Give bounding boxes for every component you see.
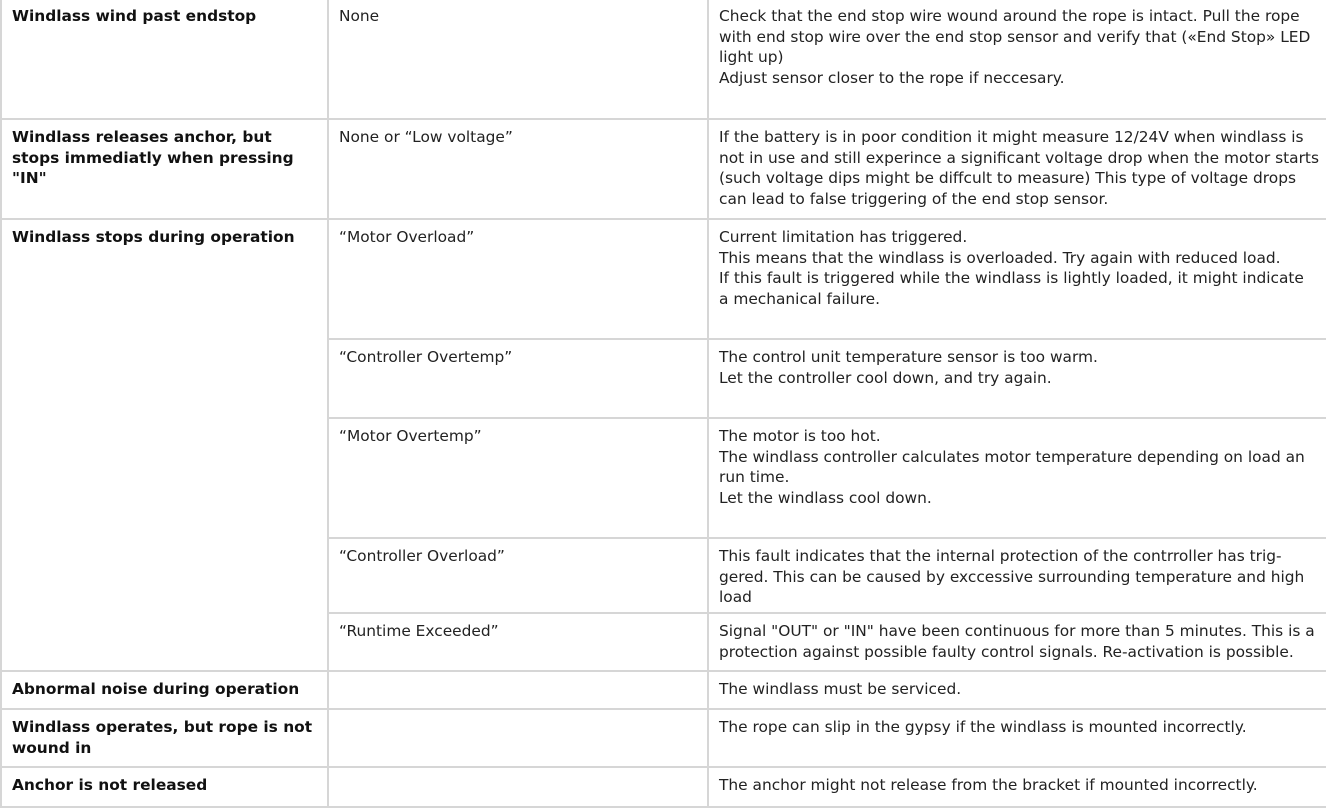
message-cell: “Controller Overload” <box>328 538 708 613</box>
action-line: This fault indicates that the internal protection of the contrroller has trig- <box>719 547 1282 565</box>
action-line: can lead to false triggering of the end stop sensor. <box>719 190 1109 209</box>
table-row <box>1 119 1326 219</box>
symptom-cell: Windlass stops during operation <box>1 219 328 671</box>
message-cell: “Motor Overload” <box>328 219 708 339</box>
message-cell <box>328 767 708 807</box>
action-line: If this fault is triggered while the windlass is lightly loaded, it might indicate <box>719 269 1304 288</box>
message-cell: None <box>328 0 708 119</box>
table-row <box>1 0 1326 119</box>
action-cell <box>708 0 1326 119</box>
action-line: Let the windlass cool down. <box>719 489 932 508</box>
message-cell: “Runtime Exceeded” <box>328 613 708 671</box>
action-cell <box>708 709 1326 767</box>
action-line: Signal "OUT" or "IN" have been continuous for more than 5 minutes. This is a <box>719 622 1315 640</box>
action-line: This means that the windlass is overloaded. Try again with reduced load. <box>719 248 1281 267</box>
symptom-cell: Windlass wind past endstop <box>1 0 328 119</box>
action-line: If the battery is in poor condition it might measure 12/24V when windlass is <box>719 128 1304 146</box>
table-row <box>1 219 1326 339</box>
table-row <box>1 767 1326 807</box>
action-line: The anchor might not release from the bracket if mounted incorrectly. <box>719 776 1258 794</box>
action-line: light up) <box>719 48 784 67</box>
symptom-cell: Windlass operates, but rope is not wound in <box>1 709 328 767</box>
action-line: The control unit temperature sensor is too warm. <box>719 348 1098 366</box>
action-cell <box>708 767 1326 807</box>
table-row <box>1 709 1326 767</box>
action-line: The windlass must be serviced. <box>719 680 962 698</box>
message-cell: “Motor Overtemp” <box>328 418 708 538</box>
action-line: Check that the end stop wire wound around the rope is intact. Pull the rope <box>719 7 1300 25</box>
action-line: gered. This can be caused by exccessive surrounding temperature and high <box>719 567 1305 586</box>
action-line: Let the controller cool down, and try again. <box>719 368 1052 387</box>
action-cell <box>708 538 1326 613</box>
table-row <box>1 671 1326 709</box>
action-cell <box>708 119 1326 219</box>
action-line: protection against possible faulty control signals. Re-activation is possible. <box>719 642 1294 661</box>
symptom-cell: Abnormal noise during operation <box>1 671 328 709</box>
action-line: with end stop wire over the end stop sensor and verify that («End Stop» LED <box>719 27 1311 46</box>
action-line: load <box>719 588 752 607</box>
action-cell <box>708 613 1326 671</box>
action-line: a mechanical failure. <box>719 290 881 309</box>
message-cell: “Controller Overtemp” <box>328 339 708 418</box>
action-cell <box>708 339 1326 418</box>
action-line: Current limitation has triggered. <box>719 228 968 246</box>
symptom-cell: Windlass releases anchor, but stops immediatly when pressing "IN" <box>1 119 328 219</box>
action-cell <box>708 219 1326 339</box>
message-cell <box>328 671 708 709</box>
symptom-cell: Anchor is not released <box>1 767 328 807</box>
message-cell: None or “Low voltage” <box>328 119 708 219</box>
action-line: The rope can slip in the gypsy if the windlass is mounted incorrectly. <box>719 718 1247 736</box>
action-cell <box>708 671 1326 709</box>
message-cell <box>328 709 708 767</box>
action-line: (such voltage dips might be diffcult to measure) This type of voltage drops <box>719 169 1296 188</box>
action-line: run time. <box>719 468 790 487</box>
action-cell <box>708 418 1326 538</box>
action-line: The motor is too hot. <box>719 427 881 445</box>
action-line: Adjust sensor closer to the rope if neccesary. <box>719 69 1065 88</box>
action-line: not in use and still experince a significant voltage drop when the motor starts <box>719 148 1319 167</box>
action-line: The windlass controller calculates motor temperature depending on load an <box>719 447 1305 466</box>
